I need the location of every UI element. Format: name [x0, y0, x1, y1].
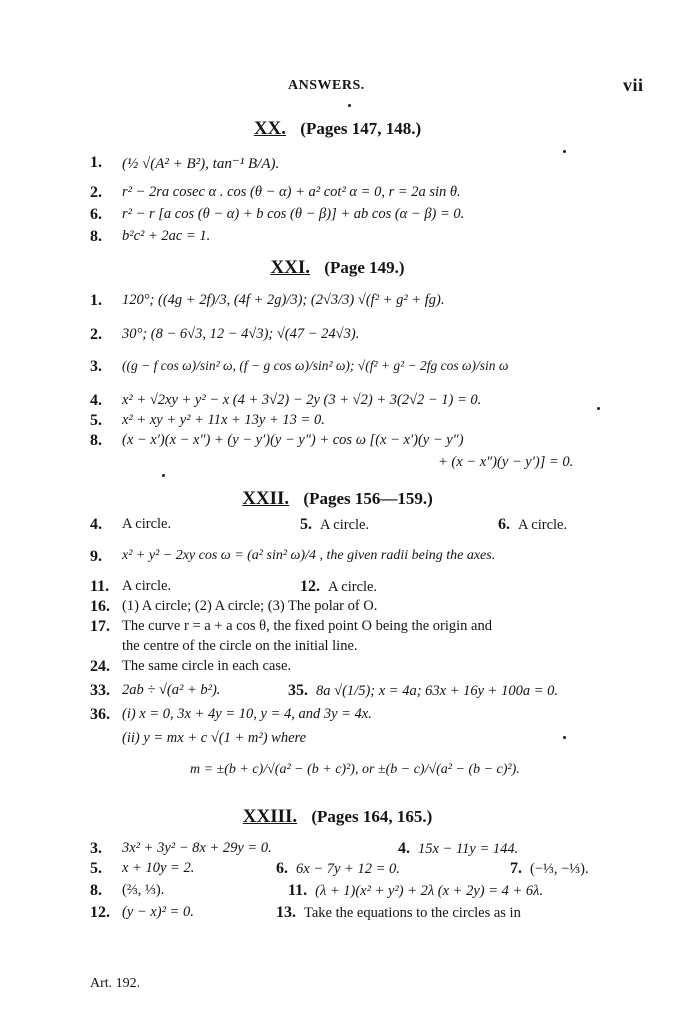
answer-number: 24. [90, 658, 110, 675]
answer-number: 17. [90, 618, 110, 635]
section-pages: (Pages 147, 148.) [300, 119, 422, 138]
answer-text: 30°; (8 − 6√3, 12 − 4√3); √(47 − 24√3). [122, 326, 360, 342]
answer-number: 6. [90, 206, 102, 223]
answer-text: (½ √(A² + B²), tan⁻¹ B/A). [122, 156, 280, 172]
answer-cell [300, 578, 377, 596]
answer-number: 11. [90, 578, 110, 595]
answer-text: (−⅓, −⅓). [530, 861, 589, 877]
answer-text: A circle. [122, 578, 172, 594]
answer-number: 4. [90, 392, 102, 409]
answer-text: (i) x = 0, 3x + 4y = 10, y = 4, and 3y = 4x. [122, 706, 372, 722]
answer-number: 12. [300, 578, 320, 595]
answer-text: (x − x′)(x − x″) + (y − y′)(y − y″) + cos ω [(x − x′)(y − y″) [122, 432, 464, 448]
answer-number: 36. [90, 706, 110, 723]
answer-number: 5. [90, 860, 102, 877]
footer-reference: Art. 192. [90, 976, 141, 991]
answer-text: + (x − x″)(y − y′)] = 0. [438, 454, 574, 470]
answer-number: 6. [276, 860, 288, 877]
answer-cell [276, 860, 400, 878]
answer-text: A circle. [122, 516, 172, 532]
answer-text: m = ±(b + c)/√(a² − (b + c)²), or ±(b − c)/√(a² − (b − c)²). [190, 762, 520, 777]
answer-cell [288, 682, 558, 700]
answer-number: 5. [90, 412, 102, 429]
answer-cell [498, 516, 567, 534]
answer-text: x² + xy + y² + 11x + 13y + 13 = 0. [122, 412, 325, 428]
answer-cell [398, 840, 518, 858]
answer-text: A circle. [320, 517, 370, 533]
answer-text: A circle. [328, 579, 378, 595]
answer-number: 1. [90, 292, 102, 309]
answer-text: (1) A circle; (2) A circle; (3) The polar of O. [122, 598, 378, 614]
answer-text: r² − r [a cos (θ − α) + b cos (θ − β)] + ab cos (α − β) = 0. [122, 206, 465, 222]
answer-text: (λ + 1)(x² + y²) + 2λ (x + 2y) = 4 + 6λ. [315, 883, 544, 899]
answer-number: 11. [288, 882, 308, 899]
answer-text: 8a √(1/5); x = 4a; 63x + 16y + 100a = 0. [316, 683, 558, 699]
section-heading-xxiii [0, 806, 675, 828]
answer-text: (ii) y = mx + c √(1 + m²) where [122, 730, 307, 746]
answer-text: 6x − 7y + 12 = 0. [296, 861, 400, 877]
answer-text: 3x² + 3y² − 8x + 29y = 0. [122, 840, 272, 856]
answer-text: (⅔, ⅓). [122, 882, 165, 898]
answer-text: b²c² + 2ac = 1. [122, 228, 211, 244]
section-pages: (Pages 156—159.) [303, 489, 433, 508]
answer-number: 9. [90, 548, 102, 565]
answer-text: x² + y² − 2xy cos ω = (a² sin² ω)/4 , the given radii being the axes. [122, 548, 496, 563]
answer-number: 6. [498, 516, 510, 533]
section-numeral: XX. [253, 118, 287, 139]
section-heading-xxi [0, 257, 675, 279]
section-heading-xxii [0, 488, 675, 510]
answer-text: The curve r = a + a cos θ, the fixed point O being the origin and [122, 618, 492, 634]
answer-text: (y − x)² = 0. [122, 904, 194, 920]
print-speck [162, 474, 165, 477]
answer-number: 33. [90, 682, 110, 699]
section-pages: (Page 149.) [324, 258, 405, 277]
answer-number: 16. [90, 598, 110, 615]
answer-number: 7. [510, 860, 522, 877]
answer-text: The same circle in each case. [122, 658, 292, 674]
answer-cell [276, 904, 521, 922]
answer-number: 3. [90, 358, 102, 375]
answer-number: 12. [90, 904, 110, 921]
answer-text: x² + √2xy + y² − x (4 + 3√2) − 2y (3 + √2) + 3(2√2 − 1) = 0. [122, 392, 482, 408]
answer-text: 2ab ÷ √(a² + b²). [122, 682, 221, 698]
answer-number: 4. [398, 840, 410, 857]
answer-text: A circle. [518, 517, 568, 533]
print-speck [348, 104, 351, 107]
running-header-title: ANSWERS. [288, 78, 365, 93]
print-speck [597, 407, 600, 410]
answer-number: 1. [90, 154, 102, 171]
answer-text: 120°; ((4g + 2f)/3, (4f + 2g)/3); (2√3/3) √(f² + g² + fg). [122, 292, 445, 308]
answer-number: 3. [90, 840, 102, 857]
answer-number: 35. [288, 682, 308, 699]
answer-number: 8. [90, 432, 102, 449]
answer-text: the centre of the circle on the initial line. [122, 638, 358, 654]
answer-cell [510, 860, 589, 878]
section-numeral: XXII. [242, 488, 290, 509]
section-numeral: XXI. [270, 257, 311, 278]
section-numeral: XXIII. [242, 806, 298, 827]
print-speck [563, 150, 566, 153]
answer-number: 2. [90, 184, 102, 201]
answer-number: 5. [300, 516, 312, 533]
answer-text: r² − 2ra cosec α . cos (θ − α) + a² cot² α = 0, r = 2a sin θ. [122, 184, 461, 200]
answer-number: 4. [90, 516, 102, 533]
answer-number: 2. [90, 326, 102, 343]
answer-number: 8. [90, 882, 102, 899]
answer-number: 8. [90, 228, 102, 245]
answer-text: Take the equations to the circles as in [304, 905, 521, 921]
answer-text: x + 10y = 2. [122, 860, 195, 876]
answer-number: 13. [276, 904, 296, 921]
page-numeral: vii [623, 75, 644, 95]
answer-text: 15x − 11y = 144. [418, 841, 519, 857]
answer-text: ((g − f cos ω)/sin² ω, (f − g cos ω)/sin² ω); √(f² + g² − 2fg cos ω)/sin ω [122, 358, 509, 373]
print-speck [563, 736, 566, 739]
section-pages: (Pages 164, 165.) [311, 807, 433, 826]
answer-cell [288, 882, 543, 900]
section-heading-xx [0, 118, 675, 140]
answer-cell [300, 516, 369, 534]
